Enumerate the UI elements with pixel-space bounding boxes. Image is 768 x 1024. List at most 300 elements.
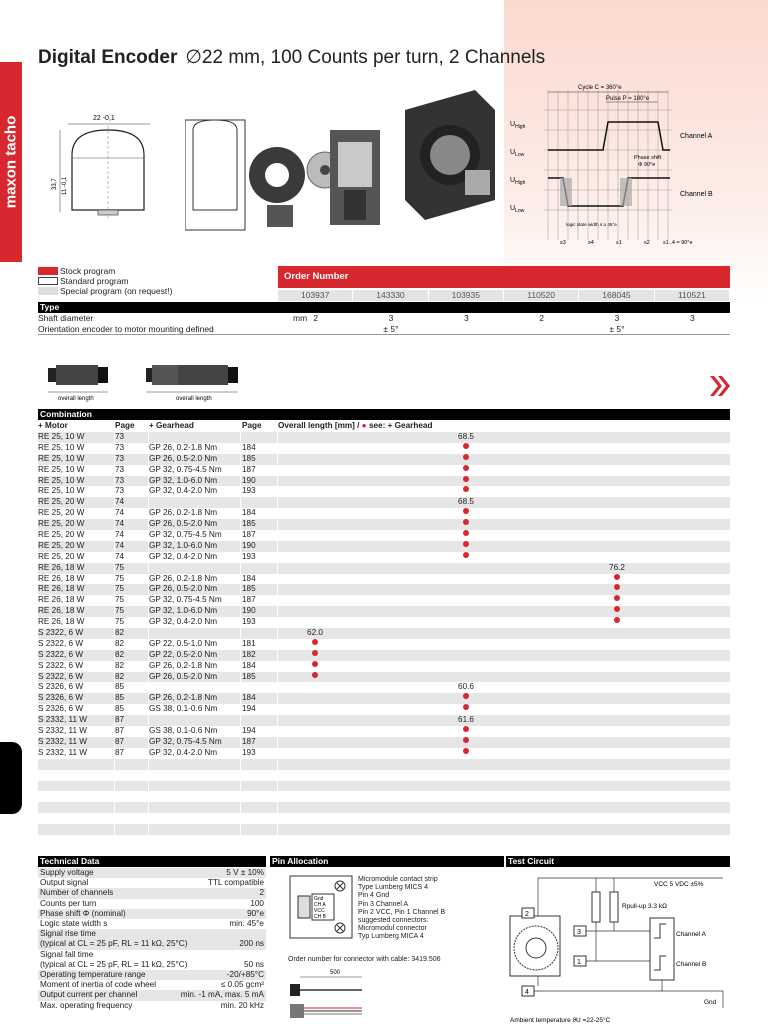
page2-cell: 194 — [242, 704, 256, 714]
type-cell: 3 — [689, 313, 695, 323]
motor-cell: RE 25, 20 W — [38, 497, 85, 507]
motor-cell: S 2332, 11 W — [38, 715, 88, 725]
dot-icon: ● — [361, 421, 367, 430]
pin-3: 3 — [577, 929, 581, 936]
page-title: Digital Encoder ∅22 mm, 100 Counts per turn, 2 Channels — [38, 47, 546, 68]
motor-cell: RE 25, 10 W — [38, 464, 85, 474]
table-row — [38, 704, 730, 715]
pin-4: 4 — [525, 989, 529, 996]
spec-value: 5 V ± 10% — [226, 868, 264, 877]
motor-cell: RE 26, 18 W — [38, 606, 85, 616]
spec-value: min. 20 kHz — [220, 1000, 264, 1010]
ambient-label: Ambient temperature ϑU =22-25°C — [510, 1017, 611, 1024]
gearhead-cell: GP 26, 0.5-2.0 Nm — [149, 584, 218, 594]
table-row — [38, 486, 730, 497]
pin-vcc: VCC — [314, 908, 325, 914]
motor-cell: RE 25, 10 W — [38, 453, 85, 463]
availability-dot-icon — [463, 704, 469, 710]
logic-note: logic state width s ≥ 45°e — [566, 222, 617, 227]
column-divider — [240, 420, 241, 838]
gearhead-cell: GP 26, 0.2-1.8 Nm — [149, 442, 218, 452]
gearhead-cell: GP 22, 0.5-2.0 Nm — [149, 649, 218, 659]
spec-label: Max. operating frequency — [40, 1000, 133, 1010]
u-high-a: $U_{High}$ — [510, 121, 526, 130]
page-cell: 73 — [115, 464, 125, 474]
legend-stock: Stock program — [38, 266, 172, 276]
motor-cell: S 2326, 6 W — [38, 704, 84, 714]
spec-label: Supply voltage — [40, 868, 94, 877]
motor-cell: S 2322, 6 W — [38, 638, 84, 648]
col-motor: + Motor — [38, 421, 68, 430]
page-cell: 82 — [115, 671, 125, 681]
table-row — [38, 465, 730, 476]
gearhead-cell: GP 32, 0.75-4.5 Nm — [149, 736, 222, 746]
type-cell: 3 — [388, 313, 394, 323]
pin-line: Type Lumberg MICS 4 — [358, 884, 429, 892]
column-divider — [277, 420, 278, 838]
availability-dot-icon — [463, 454, 469, 460]
table-row — [38, 454, 730, 465]
connector-order-number: Order number for connector with cable: 3419.506 — [288, 956, 441, 963]
order-numbers — [278, 290, 730, 301]
availability-dot-icon — [463, 541, 469, 547]
table-row — [38, 682, 730, 693]
page-cell: 74 — [115, 551, 125, 561]
page-cell: 85 — [115, 704, 125, 714]
page-cell: 73 — [115, 475, 125, 485]
availability-dot-icon — [463, 726, 469, 732]
gearhead-cell: GP 32, 1.0-6.0 Nm — [149, 475, 218, 485]
overall-length-value: 68.5 — [458, 432, 474, 441]
technical-data-table — [38, 868, 266, 1011]
table-row — [38, 628, 730, 639]
spec-value: ≤ 0.05 gcm² — [220, 980, 264, 990]
pin-allocation-bar: Pin Allocation — [270, 856, 504, 867]
technical-row — [38, 990, 266, 1000]
table-row — [38, 802, 730, 813]
swatch-special — [38, 287, 58, 295]
motor-cell: S 2322, 6 W — [38, 649, 84, 659]
motor-cell: RE 26, 18 W — [38, 562, 85, 572]
gearhead-cell: GP 32, 0.4-2.0 Nm — [149, 551, 218, 561]
page-cell: 87 — [115, 715, 125, 725]
spec-value: 50 ns — [243, 959, 264, 969]
gearhead-cell: GP 32, 0.75-4.5 Nm — [149, 595, 222, 605]
page2-cell: 184 — [242, 693, 256, 703]
page-cell: 87 — [115, 726, 125, 736]
order-number: 103935 — [429, 290, 504, 301]
swatch-stock — [38, 267, 58, 275]
gearhead-cell: GP 26, 0.5-2.0 Nm — [149, 671, 218, 681]
technical-row — [38, 919, 266, 929]
availability-dot-icon — [463, 748, 469, 754]
circuit-channel-a: Channel A — [676, 931, 706, 938]
spec-label: Number of channels — [40, 888, 114, 898]
type-cell — [278, 324, 353, 335]
overall-length-diagram — [38, 362, 248, 402]
availability-dot-icon — [463, 465, 469, 471]
pin-line: Micromodul connector — [358, 925, 427, 933]
encoder-photo — [185, 90, 505, 250]
page2-cell: 184 — [242, 508, 256, 518]
page2-cell: 185 — [242, 584, 256, 594]
availability-dot-icon — [463, 737, 469, 743]
page-cell: 87 — [115, 747, 125, 757]
side-tab: maxon tacho — [0, 62, 22, 262]
swatch-standard — [38, 277, 58, 285]
table-row — [38, 563, 730, 574]
overall-length-value: 61.6 — [458, 715, 474, 725]
table-row — [38, 617, 730, 628]
page2-cell: 185 — [242, 519, 256, 529]
gearhead-cell: GP 32, 0.75-4.5 Nm — [149, 464, 222, 474]
availability-dot-icon — [614, 574, 620, 580]
overall-length-label-1: overall length — [58, 396, 94, 402]
order-number: 110521 — [655, 290, 730, 301]
order-number: 103937 — [278, 290, 353, 301]
page-cell: 75 — [115, 617, 125, 627]
gearhead-cell: GS 38, 0.1-0.6 Nm — [149, 704, 218, 714]
technical-row — [38, 980, 266, 990]
overall-length-value: 62.0 — [307, 628, 323, 638]
gearhead-cell: GP 22, 0.5-1.0 Nm — [149, 638, 218, 648]
page2-cell: 184 — [242, 660, 256, 670]
legend-special: Special program (on request!) — [38, 286, 172, 296]
motor-cell: RE 25, 20 W — [38, 540, 85, 550]
page2-cell: 187 — [242, 595, 256, 605]
pin-line: Pin 3 Channel A — [358, 900, 409, 908]
table-row — [38, 508, 730, 519]
motor-cell: RE 25, 10 W — [38, 486, 85, 496]
gearhead-cell: GP 32, 1.0-6.0 Nm — [149, 540, 218, 550]
motor-cell: RE 26, 18 W — [38, 595, 85, 605]
availability-dot-icon — [614, 606, 620, 612]
pin-gnd: Gnd — [314, 896, 324, 902]
page2-cell: 187 — [242, 464, 256, 474]
page2-cell: 187 — [242, 530, 256, 540]
page-cell: 82 — [115, 660, 125, 670]
availability-dot-icon — [312, 672, 318, 678]
technical-row — [38, 909, 266, 919]
program-legend — [38, 266, 172, 296]
type-cell: ± 5° — [609, 324, 625, 334]
motor-cell: S 2322, 6 W — [38, 671, 84, 681]
page2-cell: 185 — [242, 671, 256, 681]
test-circuit-bar: Test Circuit — [506, 856, 730, 867]
page-cell: 74 — [115, 508, 125, 518]
motor-cell: RE 25, 10 W — [38, 432, 85, 441]
pin-2: 2 — [525, 911, 529, 918]
table-row — [38, 824, 730, 835]
motor-cell: RE 25, 20 W — [38, 519, 85, 529]
motor-cell: RE 26, 18 W — [38, 617, 85, 627]
order-number-header: Order Number — [278, 266, 730, 288]
availability-dot-icon — [463, 443, 469, 449]
motor-cell: RE 25, 20 W — [38, 551, 85, 561]
col-gearhead: + Gearhead — [149, 421, 194, 430]
type-row-shaft — [38, 313, 730, 324]
column-divider — [114, 420, 115, 838]
motor-cell: S 2332, 11 W — [38, 747, 88, 757]
technical-data-bar: Technical Data — [38, 856, 266, 867]
page-cell: 74 — [115, 540, 125, 550]
type-cell: 2 — [539, 313, 545, 323]
technical-row — [38, 868, 266, 878]
pulse-label: Pulse P = 180°e — [606, 96, 650, 102]
channel-b-label: Channel B — [680, 191, 713, 198]
table-row — [38, 737, 730, 748]
page2-cell: 190 — [242, 540, 256, 550]
cable-length: 500 — [330, 970, 341, 976]
availability-dot-icon — [463, 476, 469, 482]
dim-width: 22 -0,1 — [93, 115, 115, 122]
type-unit: mm — [293, 313, 308, 323]
spec-label: Moment of inertia of code wheel — [40, 980, 157, 990]
type-row-orientation — [38, 324, 730, 335]
col-page-2: Page — [242, 421, 262, 430]
u-high-b: $U_{High}$ — [510, 177, 526, 186]
availability-dot-icon — [614, 617, 620, 623]
col-overall — [278, 420, 432, 431]
page-cell: 73 — [115, 486, 125, 496]
availability-dot-icon — [614, 595, 620, 601]
availability-dot-icon — [312, 639, 318, 645]
availability-dot-icon — [312, 661, 318, 667]
table-row — [38, 606, 730, 617]
pull-up-label: Rpull-up 3.3 kΩ — [622, 903, 667, 910]
type-cell — [504, 324, 579, 335]
phase-value: Φ 90°e — [638, 162, 656, 168]
type-cell: 3 — [614, 313, 620, 323]
dim-height: 33,7 — [52, 178, 58, 190]
overall-length-value: 60.6 — [458, 682, 474, 692]
motor-cell: RE 26, 18 W — [38, 584, 85, 594]
page-cell: 75 — [115, 573, 125, 583]
spec-value: 200 ns — [239, 939, 264, 949]
table-row — [38, 650, 730, 661]
page-cell: 73 — [115, 442, 125, 452]
overall-length-label-2: overall length — [176, 396, 212, 402]
type-cell — [655, 324, 730, 335]
table-row — [38, 781, 730, 792]
motor-cell: S 2322, 6 W — [38, 660, 84, 670]
gearhead-cell: GP 32, 0.4-2.0 Nm — [149, 617, 218, 627]
dimension-drawing — [38, 100, 178, 230]
s-equation: s1..4 = 90°e — [663, 240, 693, 246]
page-cell: 87 — [115, 736, 125, 746]
pin-line: suggested connectors: — [358, 917, 429, 925]
combination-table — [38, 432, 730, 835]
gearhead-cell: GP 32, 1.0-6.0 Nm — [149, 606, 218, 616]
motor-cell: RE 25, 20 W — [38, 530, 85, 540]
next-arrow-icon — [708, 376, 732, 396]
phase-label: Phase shift — [634, 155, 662, 161]
u-low-a: $U_{Low}$ — [510, 149, 525, 158]
pin-cha: CH A — [314, 902, 326, 908]
page-cell: 74 — [115, 519, 125, 529]
spec-value: 2 — [259, 888, 264, 898]
page2-cell: 193 — [242, 747, 256, 757]
page2-cell: 185 — [242, 453, 256, 463]
table-row — [38, 432, 730, 443]
page-cell: 82 — [115, 649, 125, 659]
gearhead-cell: GS 38, 0.1-0.6 Nm — [149, 726, 218, 736]
side-block — [0, 742, 22, 814]
table-row — [38, 574, 730, 585]
table-row — [38, 639, 730, 650]
page-cell: 74 — [115, 530, 125, 540]
table-row — [38, 791, 730, 802]
availability-dot-icon — [463, 486, 469, 492]
spec-label: Output current per channel — [40, 990, 138, 1000]
table-row — [38, 552, 730, 563]
spec-label: Output signal — [40, 878, 89, 888]
technical-row — [38, 1001, 266, 1011]
page-cell: 75 — [115, 595, 125, 605]
table-row — [38, 672, 730, 683]
spec-value: min. 45°e — [229, 919, 264, 929]
page2-cell: 190 — [242, 606, 256, 616]
gearhead-cell: GP 26, 0.2-1.8 Nm — [149, 573, 218, 583]
motor-cell: RE 25, 10 W — [38, 442, 85, 452]
gearhead-cell: GP 26, 0.5-2.0 Nm — [149, 453, 218, 463]
page2-cell: 184 — [242, 573, 256, 583]
spec-label: Signal fall time (typical at CL = 25 pF, RL = 11 kΩ, 25°C) — [40, 949, 188, 969]
page-cell: 75 — [115, 606, 125, 616]
page-cell: 82 — [115, 638, 125, 648]
table-row — [38, 715, 730, 726]
technical-row — [38, 888, 266, 898]
page-cell: 73 — [115, 432, 125, 441]
type-cell: ± 5° — [383, 324, 399, 334]
table-row — [38, 748, 730, 759]
gearhead-cell: GP 32, 0.4-2.0 Nm — [149, 747, 218, 757]
overall-label: Overall length [mm] / — [278, 421, 360, 430]
motor-cell: S 2332, 11 W — [38, 726, 88, 736]
pin-description — [358, 876, 445, 942]
spec-label: Operating temperature range — [40, 970, 146, 980]
page2-cell: 193 — [242, 617, 256, 627]
technical-row — [38, 899, 266, 909]
gearhead-cell: GP 26, 0.2-1.8 Nm — [149, 508, 218, 518]
spec-label: Logic state width s — [40, 919, 108, 929]
page2-cell: 194 — [242, 726, 256, 736]
pin-chb: CH B — [314, 914, 326, 920]
motor-cell: RE 25, 10 W — [38, 475, 85, 485]
table-row — [38, 497, 730, 508]
table-row — [38, 519, 730, 530]
overall-length-value: 68.5 — [458, 497, 474, 507]
table-row — [38, 541, 730, 552]
page-cell: 74 — [115, 497, 125, 507]
combination-header — [38, 420, 730, 431]
overall-length-value: 76.2 — [609, 562, 625, 572]
dim-height-2: 11 -0,1 — [62, 176, 68, 195]
type-cell: 2 — [313, 313, 319, 323]
pin-line: Typ Lumberg MICA 4 — [358, 933, 424, 941]
cable-drawing — [286, 966, 366, 1024]
type-cell: 3 — [463, 313, 469, 323]
pin-line: Pin 2 VCC, Pin 1 Channel B — [358, 908, 446, 916]
technical-row — [38, 970, 266, 980]
type-cell — [429, 324, 504, 335]
spec-value: -20/+85°C — [226, 970, 264, 980]
page2-cell: 190 — [242, 475, 256, 485]
motor-cell: S 2322, 6 W — [38, 628, 84, 638]
spec-label: Signal rise time (typical at CL = 25 pF, RL = 11 kΩ, 25°C) — [40, 929, 188, 949]
page2-cell: 184 — [242, 442, 256, 452]
column-divider — [148, 420, 149, 838]
gearhead-cell: GP 32, 0.4-2.0 Nm — [149, 486, 218, 496]
table-row — [38, 693, 730, 704]
table-row — [38, 813, 730, 824]
spec-value: TTL compatible — [207, 878, 264, 888]
test-circuit-diagram — [508, 868, 730, 1024]
vcc-label: VCC 5 VDC ±5% — [654, 881, 704, 888]
col-page: Page — [115, 421, 135, 430]
order-number: 143330 — [353, 290, 428, 301]
type-label: Orientation encoder to motor mounting defined — [38, 324, 214, 334]
pin-1: 1 — [577, 959, 581, 966]
page-cell: 85 — [115, 682, 125, 692]
circuit-channel-b: Channel B — [676, 961, 707, 968]
cycle-label: Cycle C = 360°e — [578, 85, 622, 91]
page2-cell: 193 — [242, 551, 256, 561]
availability-dot-icon — [463, 508, 469, 514]
s-label-4: s4 — [588, 240, 594, 246]
order-number: 110520 — [504, 290, 579, 301]
spec-value: min. -1 mA, max. 5 mA — [180, 990, 264, 1000]
table-row — [38, 759, 730, 770]
pin-line: Micromodule contact strip — [358, 876, 438, 883]
spec-label: Phase shift Φ (nominal) — [40, 908, 126, 918]
pin-line: Pin 4 Gnd — [358, 892, 390, 900]
availability-dot-icon — [463, 530, 469, 536]
spec-value: 100 — [250, 898, 264, 908]
pulse-diagram — [508, 80, 768, 255]
motor-cell: S 2332, 11 W — [38, 736, 88, 746]
channel-a-label: Channel A — [680, 133, 713, 140]
page-cell: 85 — [115, 693, 125, 703]
gearhead-cell: GP 26, 0.5-2.0 Nm — [149, 519, 218, 529]
availability-dot-icon — [463, 519, 469, 525]
gearhead-cell: GP 26, 0.2-1.8 Nm — [149, 660, 218, 670]
table-row — [38, 770, 730, 781]
gnd-label: Gnd — [704, 999, 717, 1006]
technical-row — [38, 950, 266, 970]
s-label-2: s2 — [644, 240, 650, 246]
technical-row — [38, 929, 266, 949]
type-label: Shaft diameter — [38, 313, 94, 323]
availability-dot-icon — [463, 552, 469, 558]
combination-bar: Combination — [38, 409, 730, 420]
availability-dot-icon — [312, 650, 318, 656]
table-row — [38, 476, 730, 487]
spec-label: Counts per turn — [40, 898, 97, 908]
table-row — [38, 530, 730, 541]
connector-diagram — [288, 874, 354, 940]
page2-cell: 187 — [242, 736, 256, 746]
page2-cell: 181 — [242, 638, 256, 648]
gearhead-cell: GP 32, 0.75-4.5 Nm — [149, 530, 222, 540]
type-bar: Type — [38, 302, 730, 313]
s-label-1: s1 — [616, 240, 622, 246]
table-row — [38, 584, 730, 595]
page2-cell: 193 — [242, 486, 256, 496]
see-label: see: + Gearhead — [368, 421, 433, 430]
order-number: 168045 — [579, 290, 654, 301]
technical-row — [38, 878, 266, 888]
